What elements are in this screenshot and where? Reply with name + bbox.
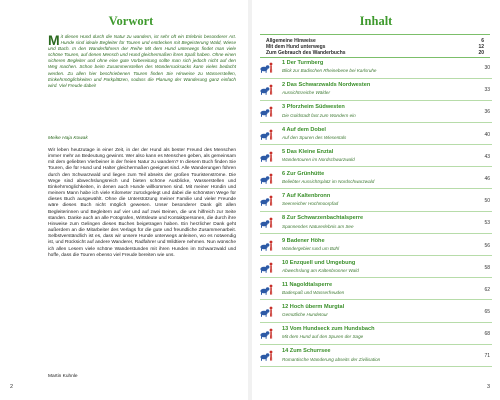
hiker-dog-icon <box>260 306 274 317</box>
toc-tour-entry[interactable] <box>252 304 500 326</box>
hiker-dog-icon <box>260 106 274 117</box>
toc-general-item[interactable] <box>266 50 484 56</box>
toc-tour-entry[interactable] <box>252 104 500 126</box>
toc-tour-entry[interactable] <box>252 282 500 304</box>
toc-row-divider <box>260 166 492 167</box>
toc-tour-title: 10 Enzquell und Umgebung <box>282 259 356 266</box>
toc-tour-entry[interactable] <box>252 193 500 215</box>
page-number-left: 2 <box>10 384 14 390</box>
toc-tour-entry[interactable] <box>252 348 500 370</box>
toc-general-label: Allgemeine Hinweise <box>266 38 316 44</box>
toc-general-page: 6 <box>481 38 484 44</box>
page-number-right: 3 <box>486 384 490 390</box>
toc-tour-title: 4 Auf dem Dobel <box>282 126 326 133</box>
toc-tour-title: 13 Vom Hundseck zum Hundsbach <box>282 326 375 333</box>
toc-general-page: 12 <box>478 44 484 50</box>
toc-row-divider <box>260 299 492 300</box>
toc-tour-page: 50 <box>484 198 490 205</box>
hiker-dog-icon <box>260 62 274 73</box>
toc-tour-subtitle: Seenreicher Hochmoorpfad <box>282 201 339 207</box>
toc-tour-subtitle: Auf den Spuren des Wiesentals <box>282 134 347 140</box>
toc-tour-subtitle: Mit dem Hund auf den Spuren der Sage <box>282 334 364 340</box>
hiker-dog-icon <box>260 129 274 140</box>
toc-tour-entry[interactable] <box>252 82 500 104</box>
toc-tour-subtitle: Wandergebiet rund um Bühl <box>282 245 340 251</box>
toc-tour-title: 14 Zum Schurrsee <box>282 348 331 355</box>
toc-row-divider <box>260 322 492 323</box>
page-title-vorwort: Vorwort <box>108 14 154 28</box>
hiker-dog-icon <box>260 195 274 206</box>
hiker-dog-icon <box>260 284 274 295</box>
toc-tour-page: 56 <box>484 242 490 249</box>
toc-tour-subtitle: Romantische Wanderung abseits der Zivilisation <box>282 356 381 362</box>
foreword-body: Wir leben heutzutage in einer Zeit, in der der Hund als bester Freund des Menschen immer mehr an Bedeutung gewinnt. Wer also kann es Menschen geben, als gemeinsam mit dem geliebten Vierbeiner in der freien Natur zu wandern? In diesem Buch finden Sie Touren, die für Hund und Halter gleichermaßen geeignet sind. Alle Wanderungen führen durch den Schwarzwald und liegen zum Teil abseits der großen Touristenströme. Die Wege sind abwechslungsreich und bieten schöne Ausblicke, Wasserstellen und Einkehrmöglichkeiten, in denen auch Hunde willkommen sind. Mit meiner Hündin und meinem Mann habe ich viele Kilometer zurückgelegt und dabei die schönsten Wege für dieses Buch ausgewählt. Ohne die Unterstützung meiner Familie und vieler Freunde wäre dieses Buch nicht möglich gewesen. Unser besonderer Dank gilt allen Begleiterinnen und Begleitern auf vier und auf zwei Beinen, die uns hilfreich zur Seite standen. Danke auch an alle Fotografen, Wirtsleute und Kontaktpersonen, die durch ihre Hinweise zum Gelingen dieses Buches beigetragen haben. Ein herzlicher Dank geht außerdem an die Mitarbeiter des Verlags für die gute und freundliche Zusammenarbeit. Selbstverständlich ist es, dass wir unsere Hunde unterwegs anleinen, wo es notwendig ist, und Rücksicht auf andere Wanderer, Radfahrer und Wildtiere nehmen. Nun wünsche ich allen Lesern viele schöne Wanderstunden mit ihren Hunden im Schwarzwald und hoffe, dass die Touren ebenso viel Freude bereiten wie uns. <box>48 148 236 258</box>
toc-tour-title: 1 Der Turmberg <box>282 60 324 66</box>
hiker-dog-icon <box>260 240 274 251</box>
toc-general-page: 20 <box>478 50 484 56</box>
toc-row-divider <box>260 211 492 212</box>
toc-tour-entry[interactable] <box>252 215 500 237</box>
toc-row-divider <box>260 344 492 345</box>
hiker-dog-icon <box>260 173 274 184</box>
toc-tour-title: 9 Badener Höhe <box>282 237 325 244</box>
toc-tour-page: 33 <box>484 87 490 94</box>
toc-tour-subtitle: Beliebter Aussichtsplatz im Nordschwarzwald <box>282 179 375 185</box>
toc-row-divider <box>260 144 492 145</box>
intro-signature: Meike Haja Kowak <box>48 136 88 141</box>
toc-tour-page: 58 <box>484 264 490 271</box>
toc-tour-title: 5 Das Kleine Enztal <box>282 148 334 155</box>
toc-tour-subtitle: Aussichtsreiche Wälder <box>282 90 330 96</box>
separator-line <box>260 57 490 58</box>
toc-tour-page: 53 <box>484 220 490 227</box>
drop-cap: M <box>48 32 60 48</box>
toc-row-divider <box>260 122 492 123</box>
toc-general-label: Zum Gebrauch des Wanderbuchs <box>266 50 346 56</box>
hiker-dog-icon <box>260 328 274 339</box>
toc-tour-subtitle: Blick zur Badischen Rheinebene bei Karlsruhe <box>282 68 377 74</box>
hiker-dog-icon <box>260 217 274 228</box>
toc-row-divider <box>260 255 492 256</box>
hiker-dog-icon <box>260 84 274 95</box>
page-title-inhalt: Inhalt <box>359 14 393 28</box>
toc-row-divider <box>260 233 492 234</box>
toc-tour-list <box>252 60 500 371</box>
hiker-dog-icon <box>260 350 274 361</box>
right-page <box>252 0 500 400</box>
toc-tour-subtitle: Gemütliche Hundetour <box>282 312 328 318</box>
toc-tour-subtitle: Wandertouren im Nordschwarzwald <box>282 156 355 162</box>
toc-tour-entry[interactable] <box>252 326 500 348</box>
toc-tour-subtitle: Spannendes Naturerlebnis am See <box>282 223 354 229</box>
toc-tour-page: 68 <box>484 331 490 338</box>
toc-tour-page: 30 <box>484 65 490 71</box>
hiker-dog-icon <box>260 151 274 162</box>
toc-tour-title: 3 Pforzheim Südwesten <box>282 104 345 111</box>
toc-tour-title: 11 Nagoldtalsperre <box>282 281 333 288</box>
toc-tour-page: 65 <box>484 309 490 316</box>
intro-paragraph: it diesen Hund durch die Natur zu wandern, ist sehr oft ein Erlebnis besonderer Art. Hunde sind ideale Begleiter für Touren und entdecken mit Begeisterung Wald, Wiese und Bach. In den Wanderführern der Reihe Mit dem Hund unterwegs findet man viele schöne Touren, auf denen Mensch und Hund gleichermaßen ihren Spaß haben. Ohne einen sicheren Begleiter und ohne eine gute Vorbereitung sollte man sich jedoch nicht auf den Weg machen. Schon beim Zusammenstellen des Wanderrucksacks kann vieles bedacht werden. Zu allen hier beschriebenen Touren finden Sie Hinweise zu Wasserstellen, Einkehrmöglichkeiten und Parkplätzen, sodass die Planung der Wanderung ganz einfach wird. Viel Freude dabei! <box>48 34 236 88</box>
toc-row-divider <box>260 78 492 79</box>
intro-text <box>48 34 236 89</box>
toc-tour-page: 43 <box>484 153 490 160</box>
toc-tour-subtitle: Abwechslung am Kaltenbronner Wald <box>282 267 359 273</box>
toc-general-section <box>266 38 484 56</box>
toc-tour-title: 7 Auf Kaltenbronn <box>282 193 331 200</box>
toc-tour-entry[interactable] <box>252 60 500 82</box>
toc-tour-entry[interactable] <box>252 260 500 282</box>
toc-tour-subtitle: Die Goldstadt fast zum Wandern ein <box>282 112 356 118</box>
toc-tour-title: 2 Das Schwarzwalds Nordwesten <box>282 82 371 89</box>
toc-tour-entry[interactable] <box>252 171 500 193</box>
toc-tour-entry[interactable] <box>252 149 500 171</box>
toc-tour-page: 40 <box>484 131 490 138</box>
toc-tour-title: 8 Zur Schwarzenbachtalsperre <box>282 215 364 222</box>
toc-tour-page: 71 <box>484 353 490 360</box>
toc-tour-title: 6 Zur Grünhütte <box>282 170 325 177</box>
toc-row-divider <box>260 100 492 101</box>
hiker-dog-icon <box>260 262 274 273</box>
toc-row-divider <box>260 366 492 367</box>
toc-tour-page: 36 <box>484 109 490 116</box>
toc-tour-page: 62 <box>484 286 490 293</box>
foreword-signature: Martin Kuhnle <box>48 374 78 379</box>
toc-general-label: Mit dem Hund unterwegs <box>266 44 326 50</box>
toc-tour-entry[interactable] <box>252 127 500 149</box>
separator-line <box>260 34 490 35</box>
toc-tour-subtitle: Badespaß und Wasserfreuden <box>282 290 345 296</box>
toc-tour-page: 46 <box>484 175 490 182</box>
left-page <box>0 0 248 400</box>
toc-row-divider <box>260 277 492 278</box>
toc-tour-title: 12 Hoch überm Murgtal <box>282 304 345 311</box>
toc-tour-entry[interactable] <box>252 238 500 260</box>
toc-row-divider <box>260 188 492 189</box>
